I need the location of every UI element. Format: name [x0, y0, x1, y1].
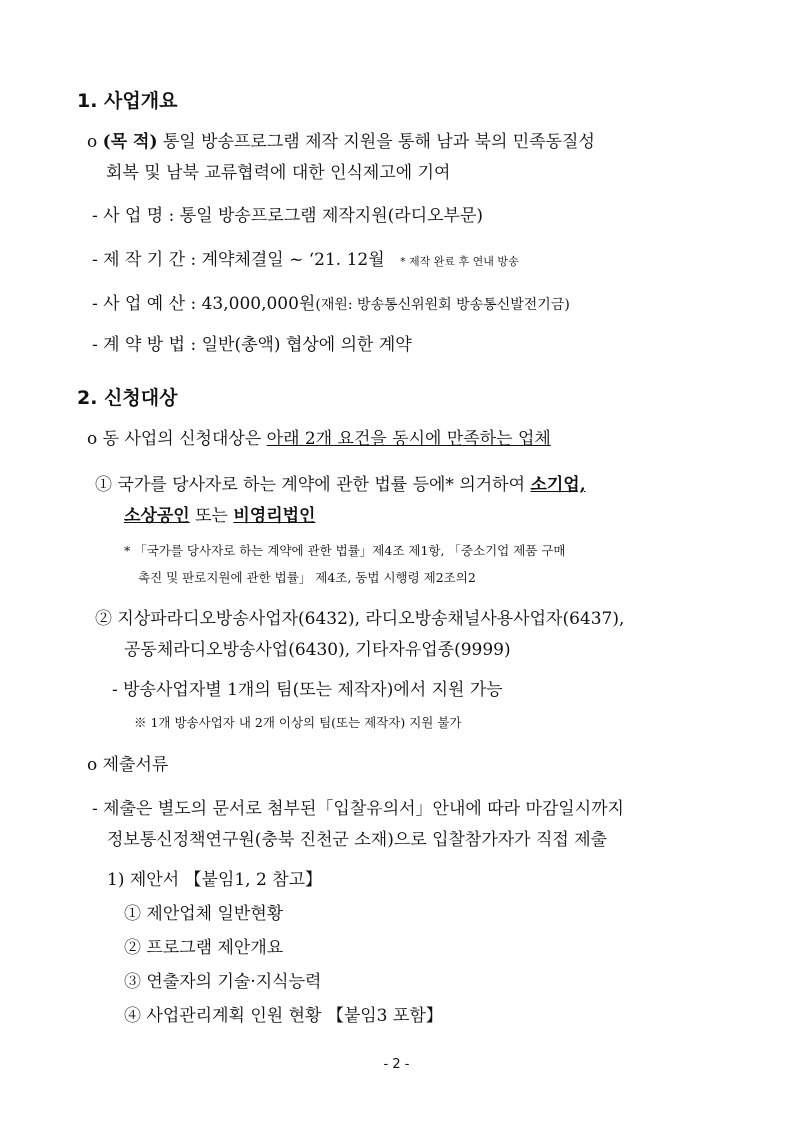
- docs-list-item: ④ 사업관리계획 인원 현황 【붙임3 포함】: [124, 1006, 443, 1026]
- docs-list-item: ③ 연출자의 기술·지식능력: [124, 972, 322, 992]
- docs-desc-line-1: - 제출은 별도의 문서로 첨부된「입찰유의서」안내에 따라 마감일시까지: [92, 799, 624, 819]
- requirement-2-marker: ②: [95, 609, 112, 629]
- overview-value: 통일 방송프로그램 제작지원(라디오부문): [179, 206, 484, 226]
- target-underlined: 아래 2개 요건을 동시에 만족하는 업체: [266, 429, 551, 449]
- requirement-1-footnote-1: * 「국가를 당사자로 하는 계약에 관한 법률」제4조 제1항, 「중소기업 제품 구매: [124, 543, 566, 558]
- purpose-label: (목 적): [102, 132, 158, 152]
- overview-value: 일반(총액) 협상에 의한 계약: [201, 335, 412, 355]
- docs-list-item: ② 프로그램 제안개요: [124, 938, 284, 958]
- overview-label: - 사 업 예 산 :: [92, 294, 202, 314]
- requirement-1-text: 국가를 당사자로 하는 계약에 관한 법률 등에* 의거하여: [112, 475, 531, 495]
- overview-item-period: [92, 249, 519, 273]
- purpose-text-1: 통일 방송프로그램 제작 지원을 통해 남과 북의 민족동질성: [157, 132, 595, 152]
- overview-label: - 제 작 기 간 :: [92, 250, 202, 270]
- requirement-2-sub-note: ※ 1개 방송사업자 내 2개 이상의 팀(또는 제작자) 지원 불가: [134, 715, 462, 730]
- requirement-1-bold-nonprofit: 비영리법인: [233, 506, 316, 526]
- requirement-2-sub: - 방송사업자별 1개의 팀(또는 제작자)에서 지원 가능: [112, 680, 503, 700]
- requirement-1-footnote-2: 촉진 및 판로지원에 관한 법률」 제4조, 동법 시행령 제2조의2: [138, 570, 476, 585]
- purpose-bullet: o: [87, 132, 98, 152]
- docs-list-item: ① 제안업체 일반현황: [124, 904, 284, 924]
- purpose-line-2: 회복 및 남북 교류협력에 대한 인식제고에 기여: [106, 163, 451, 183]
- overview-note: * 제작 완료 후 연내 방송: [400, 255, 519, 268]
- requirement-2-text: 지상파라디오방송사업자(6432), 라디오방송채널사용사업자(6437),: [112, 609, 625, 629]
- requirement-1-line-2: [124, 505, 315, 527]
- requirement-1-or: 또는: [189, 506, 234, 526]
- section1-title: 1. 사업개요: [77, 90, 178, 112]
- requirement-2-line-1: [95, 608, 624, 630]
- overview-label: - 사 업 명 :: [92, 206, 180, 226]
- requirement-1-line-1: [95, 474, 586, 496]
- overview-value: 43,000,000원: [201, 294, 316, 314]
- requirement-2-line-2: 공동체라디오방송사업(6430), 기타자유업종(9999): [124, 640, 511, 660]
- overview-label: - 계 약 방 법 :: [92, 335, 202, 355]
- target-prefix: o 동 사업의 신청대상은: [87, 429, 267, 449]
- overview-item-contract: [92, 334, 412, 356]
- section2-title: 2. 신청대상: [77, 387, 178, 409]
- overview-value: 계약체결일 ~ ‘21. 12월: [201, 250, 385, 270]
- overview-item-budget: [92, 293, 570, 316]
- requirement-1-marker: ①: [95, 475, 112, 495]
- target-line: [87, 428, 551, 450]
- purpose-line-1: [87, 131, 595, 153]
- requirement-1-bold-small-business: 소기업,: [530, 475, 586, 495]
- docs-title: o 제출서류: [87, 755, 169, 775]
- docs-proposal: 1) 제안서 【붙임1, 2 참고】: [107, 870, 323, 890]
- requirement-1-bold-small-merchant: 소상공인: [124, 506, 190, 526]
- docs-desc-line-2: 정보통신정책연구원(충북 진천군 소재)으로 입찰참가자가 직접 제출: [107, 830, 608, 850]
- page-number: - 2 -: [383, 1057, 410, 1072]
- overview-note: (재원: 방송통신위원회 방송통신발전기금): [315, 297, 570, 313]
- overview-item-name: [92, 205, 483, 227]
